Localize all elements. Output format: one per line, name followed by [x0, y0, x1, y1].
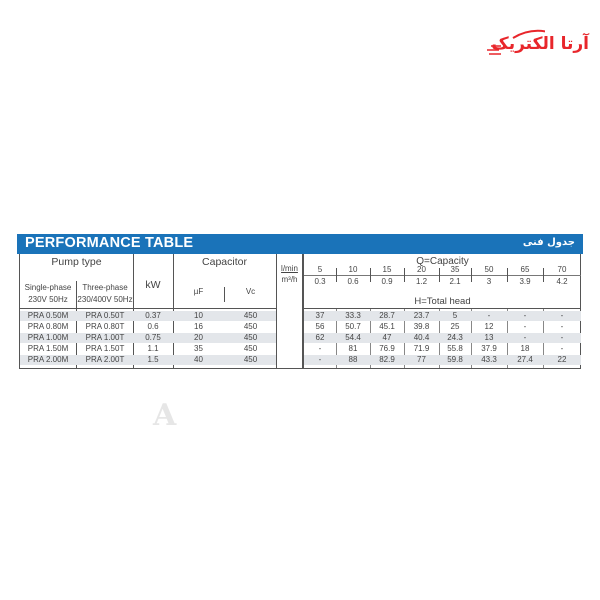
three-phase-spec: 230/400V 50Hz	[77, 295, 133, 304]
capacity-header: Q=Capacity	[416, 256, 469, 267]
specs-table	[19, 254, 303, 369]
flow-lmin: 50	[484, 265, 494, 274]
table-row: 56 50.7 45.1 39.8 25 12 - -	[315, 322, 564, 331]
brand-logo	[485, 28, 595, 60]
flow-m3h: 2.1	[449, 277, 461, 286]
banner-title-fa: جدول فنی	[522, 237, 575, 248]
table-row: 62 54.4 47 40.4 24.3 13 - -	[304, 333, 581, 343]
flow-m3h: 0.9	[381, 277, 393, 286]
pump-type-header: Pump type	[51, 256, 102, 268]
vc-header: Vc	[245, 287, 256, 296]
flow-m3h: 4.2	[556, 277, 568, 286]
head-header: H=Total head	[414, 296, 471, 307]
capacity-head-table	[303, 254, 581, 369]
flow-m3h: 1.2	[415, 277, 428, 286]
single-phase-label: Single-phase	[24, 283, 72, 292]
table-row: PRA 2.00M PRA 2.00T 1.5 40 450	[20, 355, 276, 365]
table-row: 37 33.3 28.7 23.7 5 - - -	[304, 311, 581, 321]
brand-name: آرتا الکتریک	[491, 34, 589, 54]
flow-lmin: 65	[520, 265, 530, 274]
table-row: PRA 0.50M PRA 0.50T 0.37 10 450	[20, 311, 276, 321]
table-row: - 88 82.9 77 59.8 43.3 27.4 22	[304, 355, 581, 365]
flow-m3h: 3.9	[519, 277, 531, 286]
kw-header: kW	[145, 279, 161, 291]
table-row: PRA 0.80M PRA 0.80T 0.6 16 450	[27, 322, 258, 331]
flow-m3h: 3	[486, 277, 492, 286]
capacitor-header: Capacitor	[202, 256, 247, 268]
uf-header: µF	[193, 287, 204, 296]
flow-lmin: 5	[317, 265, 323, 274]
performance-table-banner	[17, 234, 583, 254]
flow-lmin: 15	[382, 265, 392, 274]
single-phase-spec: 230V 50Hz	[28, 295, 68, 304]
table-row: PRA 1.00M PRA 1.00T 0.75 20 450	[20, 333, 276, 343]
flow-lmin: 35	[450, 265, 460, 274]
m3h-label: m³/h	[281, 275, 298, 284]
lmin-label: l/min	[281, 264, 298, 273]
watermark-logo-icon: A	[153, 398, 177, 433]
flow-lmin: 70	[557, 265, 567, 274]
three-phase-label: Three-phase	[82, 283, 128, 292]
flow-m3h: 0.3	[314, 277, 326, 286]
banner-title: PERFORMANCE TABLE	[25, 235, 194, 251]
table-row: - 81 76.9 71.9 55.8 37.9 18 -	[318, 344, 564, 353]
flow-lmin: 10	[348, 265, 358, 274]
flow-m3h: 0.6	[347, 277, 359, 286]
flow-lmin: 20	[417, 265, 426, 274]
table-row: PRA 1.50M PRA 1.50T 1.1 35 450	[27, 344, 258, 353]
